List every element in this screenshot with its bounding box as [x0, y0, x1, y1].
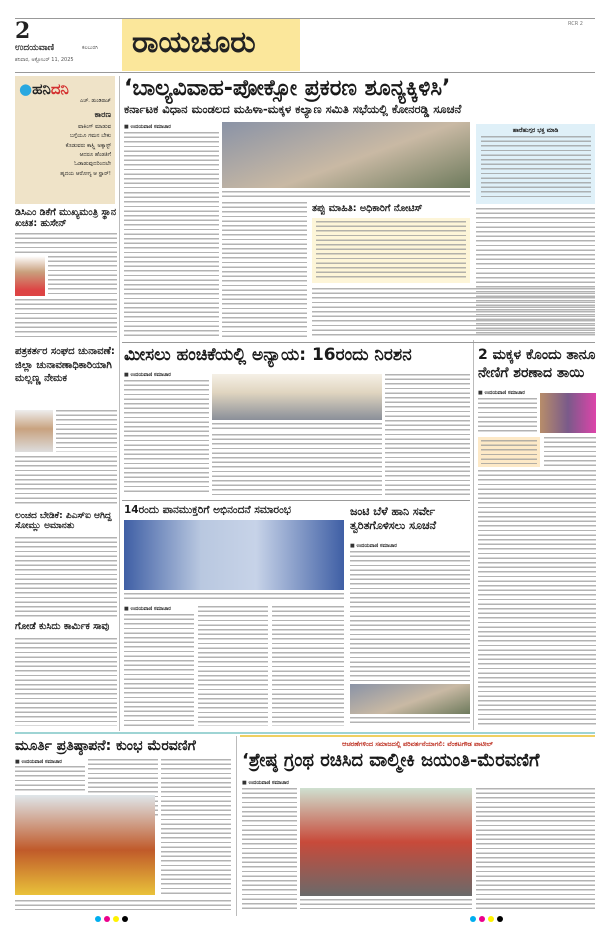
- article-text: [15, 456, 117, 506]
- article-text: [124, 132, 219, 188]
- registration-mark: [479, 916, 485, 922]
- photo-caption: [212, 423, 382, 431]
- page-code: RCR 2: [568, 21, 583, 27]
- page-number: 2: [15, 18, 31, 44]
- hani-dani-title-a: ಹನಿ: [32, 80, 51, 98]
- registration-mark: [497, 916, 503, 922]
- header-rule: [15, 72, 595, 73]
- bribe-headline: ಲಂಚದ ಬೇಡಿಕೆ: ಪಿಎಸ್‌ಐ ಆಗಿದ್ದ ಸೋಮ್ಲು ಅಮಾನತು: [15, 511, 112, 532]
- byline: ■ ಉದಯವಾಣಿ ಸಮಾಚಾರ: [242, 780, 289, 786]
- article-text: [124, 614, 194, 726]
- byline: ■ ಉದಯವಾಣಿ ಸಮಾಚಾರ: [478, 390, 525, 396]
- photo-caption: [300, 899, 472, 909]
- hani-dani-title-b: ದನಿ: [50, 80, 69, 98]
- photo-caption: [15, 900, 231, 910]
- dcm-headline: ಡಿಸಿಎಂ ಡಿಕೆಗೆ ಮುಖ್ಯಮಂತ್ರಿ ಸ್ಥಾನ ಖಚಿತ: ಹುಸೇನ್: [15, 207, 117, 229]
- notice-box: [312, 218, 470, 283]
- article-text: [15, 638, 117, 726]
- registration-mark: [470, 916, 476, 922]
- kicker-rule: [240, 735, 595, 737]
- mother-headline: 2 ಮಕ್ಕಳ ಕೊಂದು ತಾನೂ ನೇಣಿಗೆ ಶರಣಾದ ತಾಯಿ: [478, 347, 596, 382]
- poem-body: ವಾಕಿಂಗ್ ಮಾಡುವ ಬಗ್ಗೆಯೂ ಗಮನ ಬೇಕು ಕೊಡುವರು ಕಾಸ್ಟ್ಲಿ ಅಕ್ಕಾಸ್ಟ್ ಆದರೂ ಹೆಂಡತಿಗೆ ಓಡಾಡುವುದರಿಂದಲೇ ಹೃದಯ ಆರೋಗ್ಯ ಆ ಸ್ಪ್ರಾರ್!: [60, 124, 111, 177]
- article-text: [350, 551, 470, 681]
- victims-photo: [540, 393, 596, 433]
- article-text: [15, 766, 85, 791]
- felicitation-photo: [124, 520, 344, 590]
- registration-mark: [488, 916, 494, 922]
- section-title: ರಾಯಚೂರು: [122, 19, 300, 71]
- article-text: [478, 398, 537, 433]
- section-rule: [122, 500, 470, 501]
- article-text: [385, 374, 470, 496]
- article-text: [476, 208, 595, 336]
- sidebar-box-title: ಹಾರೆಹುಗ್ಗರ ಭಕ್ತ ಮಾಡಿ: [512, 127, 559, 134]
- portrait-photo: [15, 256, 45, 296]
- idol-headline: ಮೂರ್ತಿ ಪ್ರತಿಷ್ಠಾಪನೆ: ಕುಂಭ ಮೆರವಣಿಗೆ: [15, 738, 196, 754]
- article-text: [222, 202, 307, 337]
- main-subheadline: ಕರ್ನಾಟಕ ವಿಧಾನ ಮಂಡಲದ ಮಹಿಳಾ-ಮಕ್ಕಳ ಕಲ್ಯಾಣ ಸಮಿತಿ ಸಭೆಯಲ್ಲಿ ಕೋನರಡ್ಡಿ ಸೂಚನೆ: [124, 102, 462, 116]
- column-divider: [119, 76, 120, 731]
- top-rule: [15, 18, 595, 19]
- felicitation-headline: 14ರಂದು ಪಾನಮುಕ್ತರಿಗೆ ಅಭಿನಂದನೆ ಸಮಾರಂಭ: [124, 504, 291, 516]
- article-text: [242, 788, 297, 910]
- article-text: [124, 380, 209, 495]
- journalists-headline: ಪತ್ರಕರ್ತರ ಸಂಘದ ಚುನಾವಣೆ: ಜಿಲ್ಲಾ ಚುನಾವಣಾಧಿಕಾರಿಯಾಗಿ ಮಲ್ಲಣ್ಣ ನೇಮಕ: [15, 346, 115, 384]
- registration-mark: [113, 916, 119, 922]
- valmiki-headline: ‘ಶ್ರೇಷ್ಠ ಗ್ರಂಥ ರಚಿಸಿದ ವಾಲ್ಮೀಕಿ ಜಯಂತಿ-ಮೆರವಣಿಗೆ: [242, 750, 540, 771]
- byline: ■ ಉದಯವಾಣಿ ಸಮಾಚಾರ: [124, 372, 171, 378]
- info-box: [478, 437, 540, 467]
- poem-title: ಕಾರಣ: [94, 110, 111, 119]
- article-text: [272, 606, 344, 726]
- valmiki-procession-photo: [300, 788, 472, 896]
- article-text: [161, 759, 231, 894]
- article-text: [15, 299, 117, 337]
- byline: ■ ಉದಯವಾಣಿ ಸಮಾಚಾರ: [15, 759, 62, 765]
- photo-caption: [350, 717, 470, 726]
- article-text: [124, 192, 219, 337]
- crop-survey-photo: [350, 684, 470, 714]
- article-text: [48, 256, 117, 296]
- wall-headline: ಗೋಡೆ ಕುಸಿದು ಕಾರ್ಮಿಕ ಸಾವು: [15, 621, 110, 632]
- article-text: [544, 437, 596, 467]
- protest-photo: [212, 374, 382, 420]
- hani-dani-author: ಎಚ್. ಡುಂಡಿರಾಜ್: [80, 98, 111, 104]
- article-text: [15, 537, 117, 619]
- article-text: [478, 470, 596, 726]
- registration-mark: [95, 916, 101, 922]
- meeting-photo: [222, 122, 470, 188]
- crop-headline: ಜಂಟಿ ಬೆಳೆ ಹಾನಿ ಸರ್ವೇ ತ್ವರಿತಗೊಳಿಸಲು ಸೂಚನೆ: [350, 505, 437, 533]
- edition: ಕಲಬುರಗಿ: [82, 45, 98, 51]
- column-divider: [236, 736, 237, 916]
- hani-dani-box: ●ಹನಿದನಿ ಎಚ್. ಡುಂಡಿರಾಜ್ ಕಾರಣ ವಾಕಿಂಗ್ ಮಾಡುವ ಬಗ್ಗೆಯೂ ಗಮನ ಬೇಕು ಕೊಡುವರು ಕಾಸ್ಟ್ಲಿ ಅಕ್ಕಾಸ್ಟ್ ಆದರೂ ಹೆಂಡತಿಗೆ ಓಡಾಡುವುದರಿಂದಲೇ ಹೃದಯ ಆರೋಗ್ಯ ಆ ಸ್ಪ್ರಾರ್!: [15, 76, 115, 204]
- byline: ■ ಉದಯವಾಣಿ ಸಮಾಚಾರ: [350, 543, 397, 549]
- article-text: [476, 788, 595, 910]
- section-rule: [122, 342, 595, 343]
- sidebar-box: [476, 124, 595, 204]
- date: ಶನಿವಾರ, ಅಕ್ಟೋಬರ್ 11, 2025: [15, 57, 74, 63]
- procession-photo: [15, 795, 155, 895]
- paper-name: ಉದಯವಾಣಿ: [15, 43, 55, 53]
- article-text: [212, 434, 382, 496]
- article-text: [56, 410, 117, 452]
- byline: ■ ಉದಯವಾಣಿ ಸಮಾಚಾರ: [124, 124, 171, 130]
- article-text: [15, 233, 117, 253]
- registration-mark: [104, 916, 110, 922]
- notice-headline: ತಪ್ಪು ಮಾಹಿತಿ: ಅಧಿಕಾರಿಗೆ ನೋಟಿಸ್: [312, 203, 423, 214]
- byline: ■ ಉದಯವಾಣಿ ಸಮಾಚಾರ: [124, 606, 171, 612]
- main-headline: ‘ಬಾಲ್ಯವಿವಾಹ-ಪೋಕ್ಸೋ ಪ್ರಕರಣ ಶೂನ್ಯಕ್ಕಿಳಿಸಿ’: [124, 76, 451, 101]
- photo-caption: [124, 593, 344, 601]
- portrait-photo: [15, 410, 53, 452]
- photo-caption: [222, 191, 470, 199]
- article-text: [198, 606, 268, 726]
- registration-mark: [122, 916, 128, 922]
- reservation-headline: ಮೀಸಲು ಹಂಚಿಕೆಯಲ್ಲಿ ಅನ್ಯಾಯ: 16ರಂದು ನಿರಶನ: [124, 345, 412, 365]
- column-divider: [473, 340, 474, 730]
- section-rule: [15, 732, 595, 734]
- valmiki-kicker: ಆಚರಣೆಗಳಿಂದ ಸಮಾಜದಲ್ಲಿ ಪರಿವರ್ತನೆಯಾಗಲಿ: ವೆಂಕಟಗೌಡ ಪಾಟೀಲ್: [342, 740, 493, 748]
